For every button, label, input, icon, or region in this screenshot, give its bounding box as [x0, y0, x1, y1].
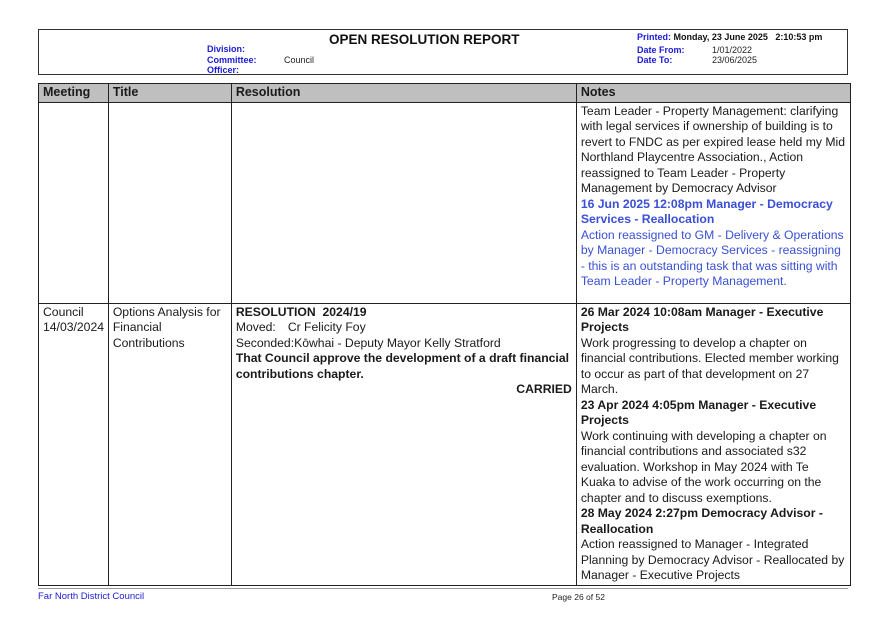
- notes-text: Team Leader - Property Management: clarifying with legal services if ownership of building is to revert to FNDC as per expired lease held my Mid Northland Playcentre Association., Action reassigned to Team Leader - Property Management by Democracy Advisor: [580, 103, 845, 195]
- meeting-name: Council: [43, 304, 84, 319]
- date-from-value: 1/01/2022: [712, 45, 753, 55]
- meeting-date: 14/03/2024: [43, 320, 104, 334]
- notes-entry-heading: 28 May 2024 2:27pm Democracy Advisor - Reallocation: [580, 506, 823, 536]
- table-row: [39, 102, 851, 303]
- column-header-notes: Notes: [576, 84, 850, 103]
- division-label: Division:: [207, 44, 246, 54]
- report-header: [38, 29, 848, 75]
- notes-cell: [576, 102, 850, 303]
- seconded-label: Seconded:: [235, 335, 295, 350]
- meeting-cell: [39, 303, 109, 585]
- notes-entry-heading: 16 Jun 2025 12:08pm Manager - Democracy Services - Reallocation: [580, 196, 833, 226]
- footer-organisation: Far North District Council: [38, 591, 145, 602]
- officer-label: Officer:: [207, 65, 240, 75]
- table-row: [39, 303, 851, 585]
- moved-value: Cr Felicity Foy: [287, 320, 366, 334]
- seconded-value: Kōwhai - Deputy Mayor Kelly Stratford: [294, 335, 501, 350]
- printed-label-text: Printed:: [637, 32, 672, 42]
- seconded-line: [236, 336, 572, 352]
- footer-page-number: Page 26 of 52: [552, 592, 605, 602]
- resolution-text: That Council approve the development of a draft financial contributions chapter.: [235, 351, 569, 381]
- resolution-cell: [231, 303, 576, 585]
- moved-label: Moved:: [235, 320, 276, 334]
- title-cell: [108, 102, 231, 303]
- meeting-cell: [39, 102, 109, 303]
- notes-entry-body: Action reassigned to GM - Delivery & Operations by Manager - Democracy Services - reassigning - this is an outstanding task that was sitting with Team Leader - Property Management.: [580, 227, 844, 288]
- footer-divider: [38, 588, 848, 589]
- resolution-number: RESOLUTION 2024/19: [235, 304, 367, 319]
- printed-value: Monday, 23 June 2025 2:10:53 pm: [673, 32, 823, 42]
- committee-label: Committee:: [207, 55, 257, 65]
- date-to-value: 23/06/2025: [712, 55, 758, 65]
- printed-label: [637, 32, 822, 42]
- title-cell: Options Analysis for Financial Contributions: [108, 303, 231, 585]
- committee-value: Council: [284, 55, 315, 65]
- notes-entry-body: Action reassigned to Manager - Integrated Planning by Democracy Advisor - Reallocated by Manager - Executive Projects: [580, 537, 845, 582]
- resolution-cell: [231, 102, 576, 303]
- notes-entry-heading: 26 Mar 2024 10:08am Manager - Executive Projects: [580, 304, 824, 334]
- notes-cell: [576, 303, 850, 585]
- resolution-table: [38, 83, 851, 586]
- status-carried: CARRIED: [516, 382, 572, 396]
- column-header-title: Title: [108, 84, 231, 103]
- notes-entry-heading: 23 Apr 2024 4:05pm Manager - Executive Projects: [580, 397, 817, 427]
- table-header-row: [39, 84, 851, 103]
- notes-entry-body: Work continuing with developing a chapter on financial contributions and associated s32 evaluation. Workshop in May 2024 with Te Kuaka to advise of the work occurring on the chapter and to discuss exemptions.: [580, 428, 827, 505]
- column-header-meeting: Meeting: [39, 84, 109, 103]
- date-to-label: Date To:: [637, 55, 673, 65]
- column-header-resolution: Resolution: [231, 84, 576, 103]
- report-title: OPEN RESOLUTION REPORT: [329, 32, 520, 47]
- moved-line: [236, 320, 572, 336]
- date-from-label: Date From:: [637, 45, 685, 55]
- notes-entry-body: Work progressing to develop a chapter on financial contributions. Elected member working to occur as part of that development on 27 March.: [580, 335, 839, 396]
